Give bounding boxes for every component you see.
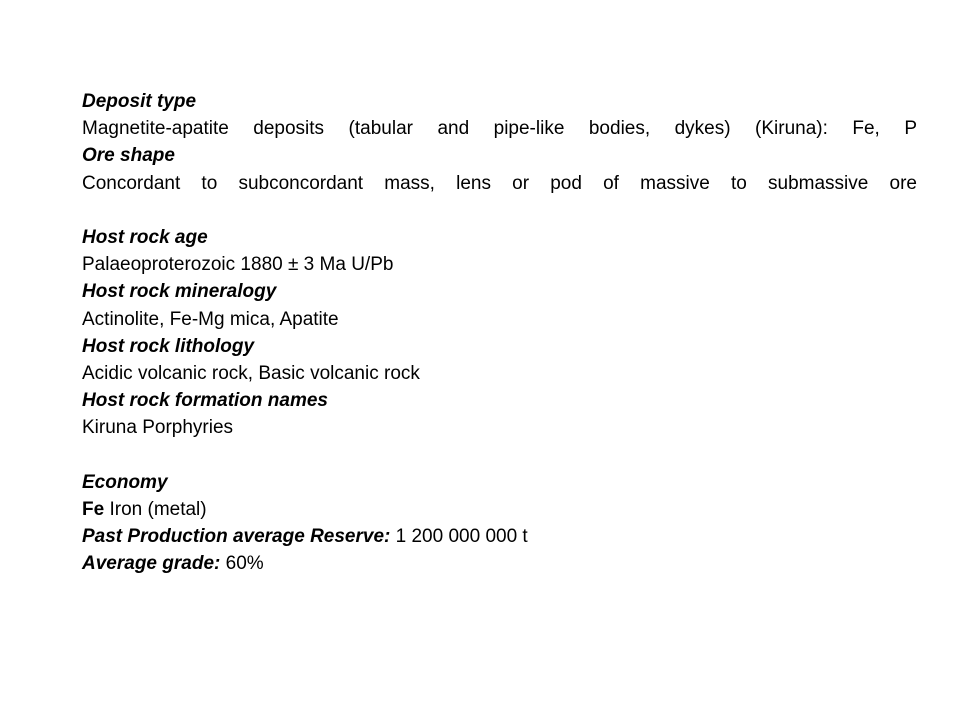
host-rock-lithology-heading: Host rock lithology <box>82 335 255 357</box>
grade-value: 60% <box>225 553 264 575</box>
economy-reserve-row <box>82 523 922 550</box>
host-rock-formation-value: Kiruna Porphyries <box>82 417 234 439</box>
economy-heading: Economy <box>82 471 168 493</box>
economy-metal-row <box>82 496 922 523</box>
host-rock-lithology-value: Acidic volcanic rock, Basic volcanic rock <box>82 363 420 385</box>
reserve-label: Past Production average Reserve: <box>82 526 391 548</box>
deposit-record <box>82 88 922 578</box>
section-spacer <box>82 197 922 224</box>
economy-grade-row <box>82 550 922 577</box>
host-rock-mineralogy-value: Actinolite, Fe-Mg mica, Apatite <box>82 308 339 330</box>
metal-symbol: Fe <box>82 499 105 521</box>
host-rock-age-heading: Host rock age <box>82 227 208 248</box>
host-rock-formation-heading: Host rock formation names <box>82 390 328 412</box>
ore-shape-value: Concordant to subconcordant mass, lens or pod of massive to submassive ore <box>82 172 917 194</box>
section-spacer <box>82 442 922 469</box>
metal-name: Iron (metal) <box>109 499 207 521</box>
ore-shape-heading: Ore shape <box>82 145 175 167</box>
deposit-type-value: Magnetite-apatite deposits (tabular and pipe-like bodies, dykes) (Kiruna): Fe, P <box>82 118 917 140</box>
host-rock-age-value: Palaeoproterozoic 1880 ± 3 Ma U/Pb <box>82 254 394 276</box>
host-rock-mineralogy-heading: Host rock mineralogy <box>82 281 277 303</box>
deposit-type-heading: Deposit type <box>82 91 197 112</box>
grade-label: Average grade: <box>82 553 221 575</box>
reserve-value: 1 200 000 000 t <box>395 526 528 548</box>
